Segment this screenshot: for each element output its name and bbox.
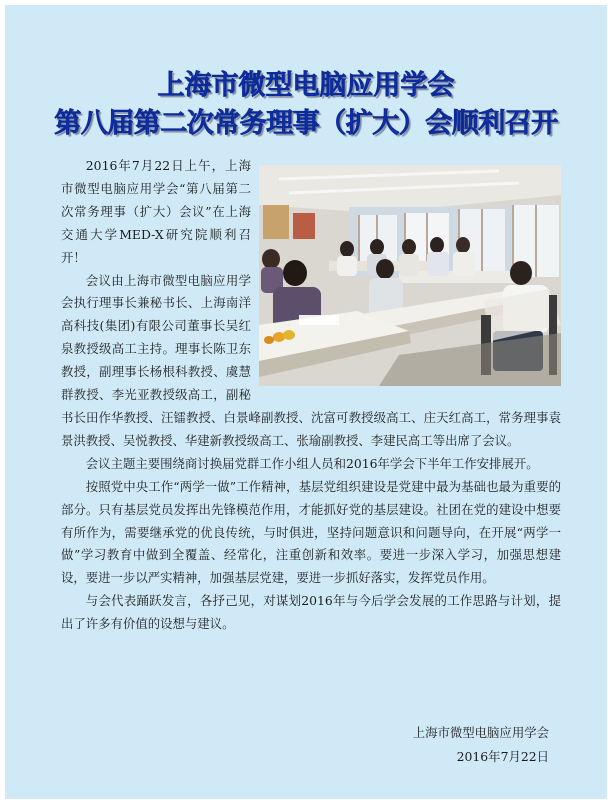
article-body [61, 155, 561, 636]
meeting-photo [259, 165, 561, 386]
paragraph-1: 2016年7月22日上午，上海市微型电脑应用学会“第八届第二次常务理事（扩大）会议”在上海交通大学MED-X研究院顺利召开！ [61, 158, 251, 265]
document-page [5, 5, 607, 799]
title-line-2: 第八届第二次常务理事（扩大）会顺利召开 [54, 108, 558, 139]
signature-org: 上海市微型电脑应用学会 [412, 725, 549, 740]
paragraph-2: 会议由上海市微型电脑应用学会执行理事长兼秘书长、上海南洋高科技(集团)有限公司董事长吴红泉教授级高工主持。理事长陈卫东教授，副理事长杨根科教授、虞慧群教授、李光亚教授级高工，副秘书长田作华教授、汪镭教授、白景峰副教授、沈富可教授级高工、庄天红高工，常务理事袁景洪教授、吴悦教授、华建新教授级高工、张瑜副教授、李建民高工等出席了会议。 [61, 272, 561, 448]
title-line-1: 上海市微型电脑应用学会 [157, 70, 455, 101]
signature-date: 2016年7月22日 [456, 749, 549, 764]
paragraph-3: 会议主题主要围绕商讨换届党群工作小组人员和2016年学会下半年工作安排展开。 [85, 455, 539, 471]
paragraph-5: 与会代表踊跃发言，各抒己见，对谋划2016年与今后学会发展的工作思路与计划，提出了许多有价值的设想与建议。 [61, 593, 561, 632]
paragraph-4: 按照党中央工作“两学一做”工作精神，基层党组织建设是党建中最为基础也最为重要的部分。只有基层党员发挥出先锋模范作用，才能抓好党的基层建设。社团在党的建设中想要有所作为，需要继承党的优良传统，与时俱进，坚持问题意识和问题导向，在开展“两学一做”学习教育中做到全覆盖、经常化，注重创新和效率。要进一步深入学习，加强思想建设，要进一步以严实精神，加强基层党建，要进一步抓好落实，发挥党员作用。 [61, 478, 561, 586]
